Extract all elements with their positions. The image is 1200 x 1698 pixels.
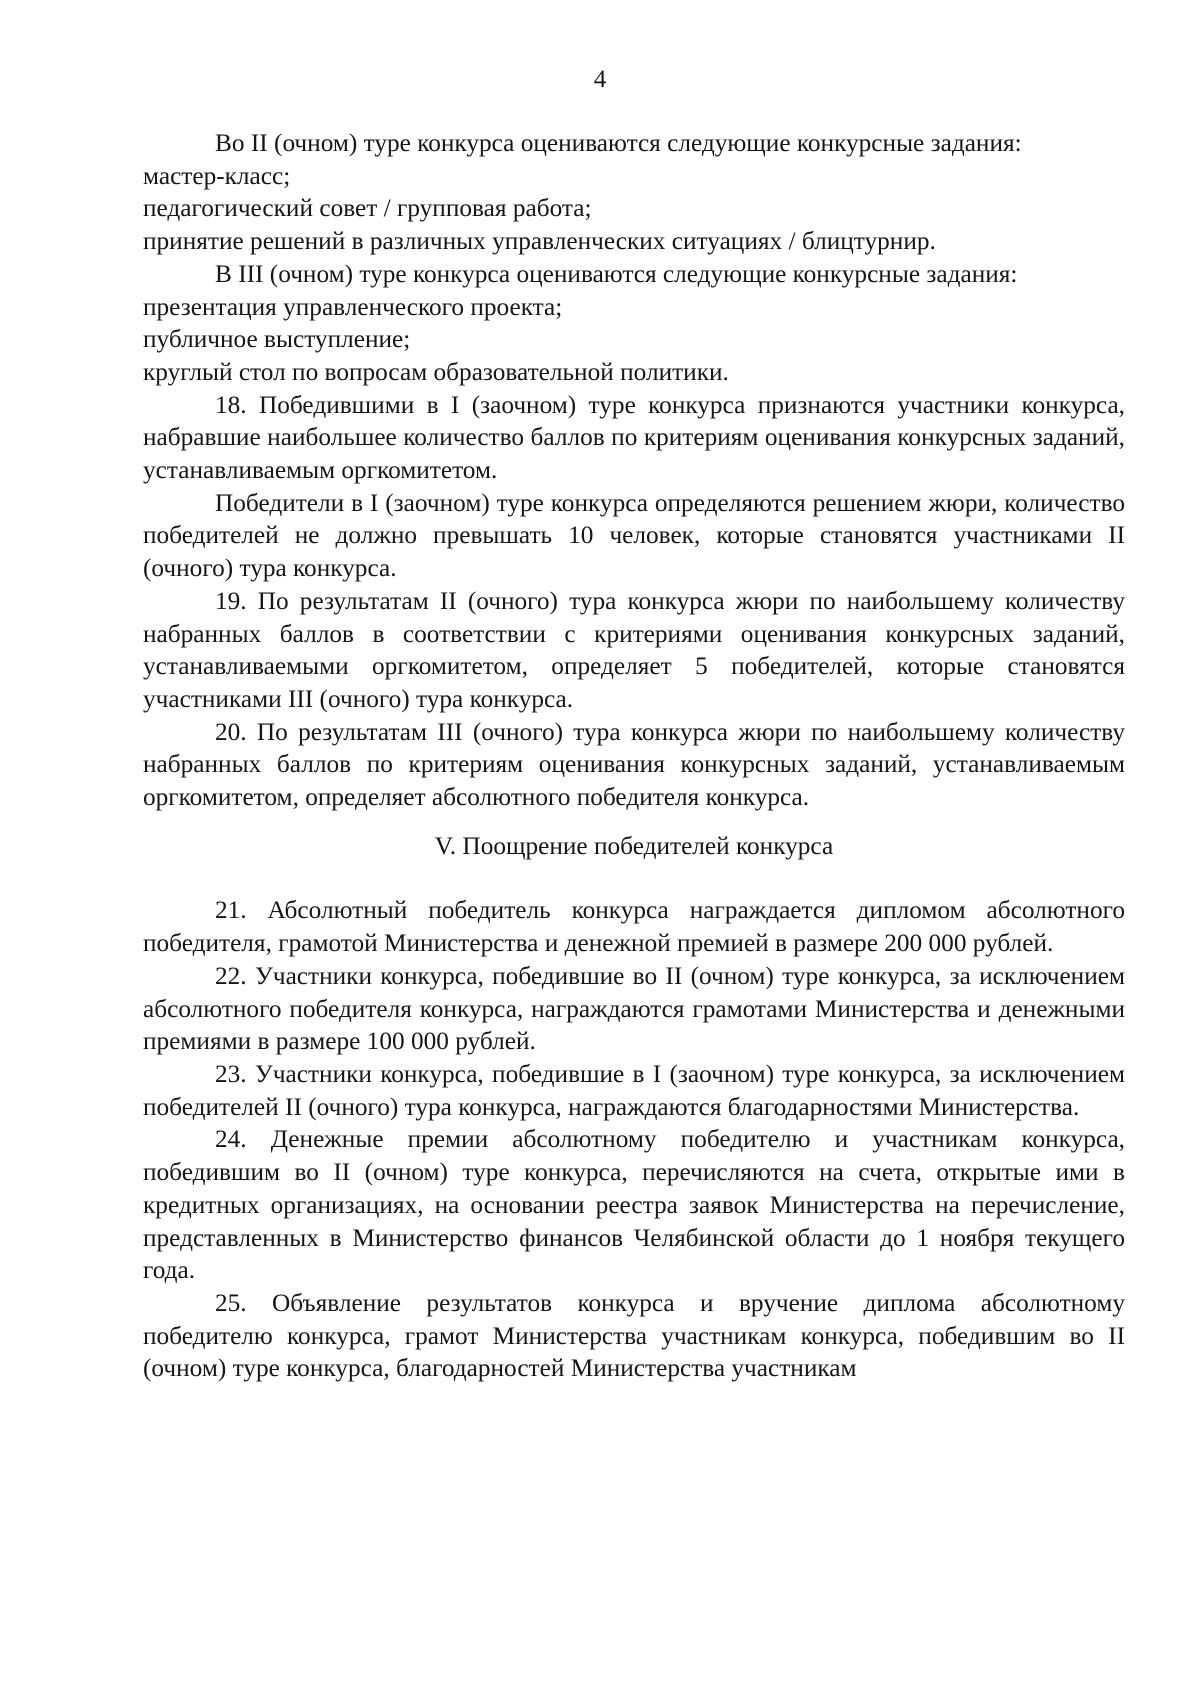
paragraph-19: 19. По результатам II (очного) тура конкурса жюри по наибольшему количеству набранных баллов в соответствии с критериями оценивания конкурсных заданий, устанавливаемыми оргкомитетом, определяет 5 победителей, которые становятся участниками III (очного) тура конкурса. [143, 586, 1125, 713]
paragraph-23: 23. Участники конкурса, победившие в I (заочном) туре конкурса, за исключением победителей II (очного) тура конкурса, награждаются благодарностями Министерства. [143, 1059, 1125, 1121]
paragraph-20: 20. По результатам III (очного) тура конкурса жюри по наибольшему количеству набранных баллов по критериям оценивания конкурсных заданий, устанавливаемым оргкомитетом, определяет абсолютного победителя конкурса. [143, 717, 1125, 812]
page-number: 4 [593, 66, 607, 93]
paragraph-stage2-tasks: Во II (очном) туре конкурса оцениваются следующие конкурсные задания: [215, 129, 1022, 157]
paragraph-18: 18. Победившими в I (заочном) туре конкурса признаются участники конкурса, набравшие наибольшее количество баллов по критериям оценивания конкурсных заданий, устанавливаемым оргкомитетом. [143, 390, 1125, 485]
list-item: мастер-класс; [143, 161, 291, 190]
list-item: публичное выступление; [143, 325, 411, 354]
list-item: принятие решений в различных управленческих ситуациях / блицтурнир. [143, 227, 936, 256]
paragraph-stage3-tasks: В III (очном) туре конкурса оцениваются следующие конкурсные задания: [215, 259, 1018, 288]
list-item: педагогический совет / групповая работа; [143, 194, 592, 223]
section-heading: V. Поощрение победителей конкурса [434, 831, 834, 860]
paragraph-25: 25. Объявление результатов конкурса и вручение диплома абсолютному победителю конкурса, грамот Министерства участникам конкурса, победившим во II (очном) туре конкурса, благодарностей Министерства участникам [143, 1288, 1125, 1383]
list-item: презентация управленческого проекта; [143, 292, 563, 321]
document-body [143, 127, 1125, 1385]
paragraph-22: 22. Участники конкурса, победившие во II (очном) туре конкурса, за исключением абсолютного победителя конкурса, награждаются грамотами Министерства и денежными премиями в размере 100 000 рублей. [143, 961, 1125, 1056]
list-item: круглый стол по вопросам образовательной политики. [143, 357, 729, 386]
paragraph-21: 21. Абсолютный победитель конкурса награждается дипломом абсолютного победителя, грамотой Министерства и денежной премией в размере 200 000 рублей. [143, 896, 1125, 958]
paragraph-stage1-winners: Победители в I (заочном) туре конкурса определяются решением жюри, количество победителей не должно превышать 10 человек, которые становятся участниками II (очного) тура конкурса. [143, 488, 1125, 583]
paragraph-24: 24. Денежные премии абсолютному победителю и участникам конкурса, победившим во II (очном) туре конкурса, перечисляются на счета, открытые ими в кредитных организациях, на основании реестра заявок Министерства на перечисление, представленных в Министерство финансов Челябинской области до 1 ноября текущего года. [143, 1125, 1125, 1285]
